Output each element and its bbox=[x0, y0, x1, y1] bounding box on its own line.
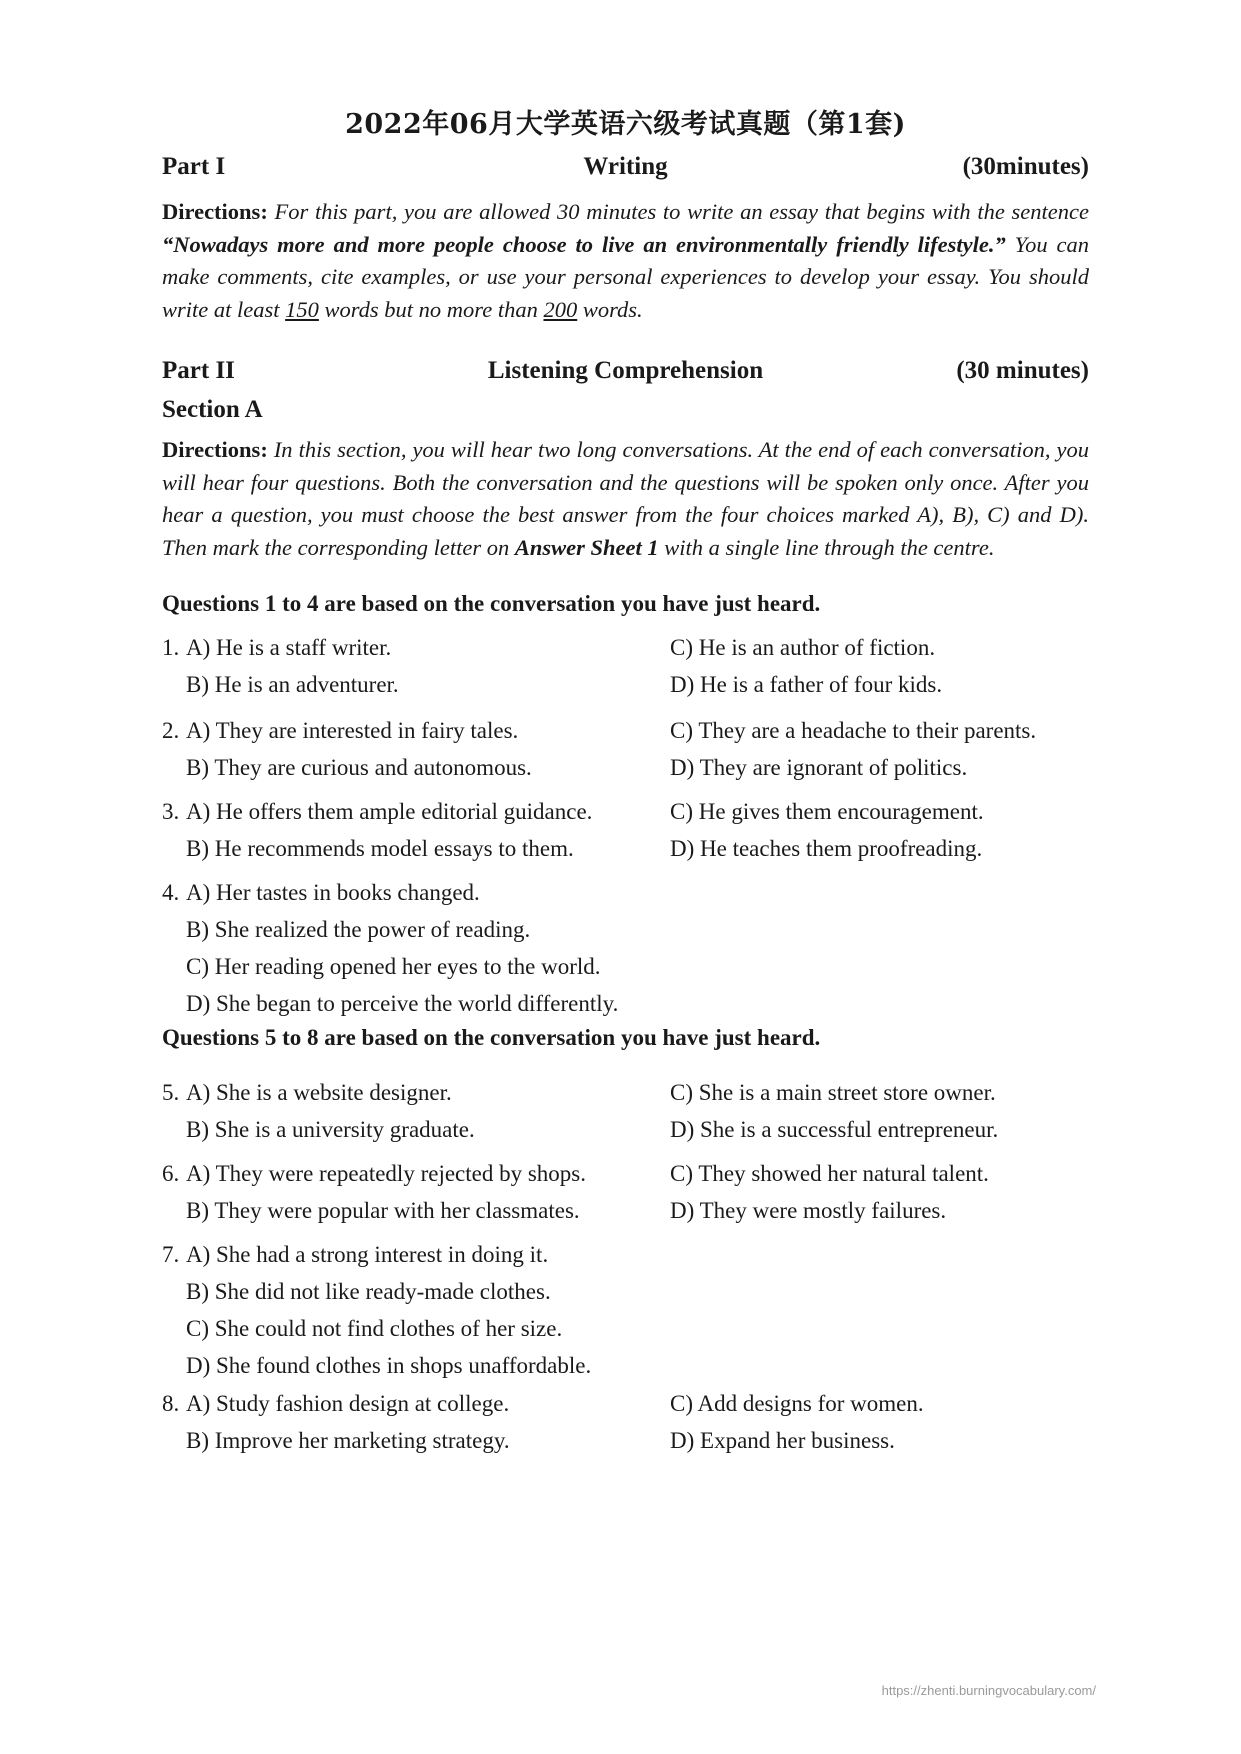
option-c: C) Add designs for women. bbox=[670, 1391, 924, 1416]
option-c: C) She could not find clothes of her size. bbox=[186, 1316, 563, 1341]
option-d: D) She found clothes in shops unaffordable. bbox=[186, 1353, 592, 1378]
group1-heading: Questions 1 to 4 are based on the conversation you have just heard. bbox=[162, 591, 821, 616]
option-d: D) He teaches them proofreading. bbox=[670, 836, 983, 861]
option-d: D) She is a successful entrepreneur. bbox=[670, 1117, 999, 1142]
option-b: B) They are curious and autonomous. bbox=[186, 755, 532, 780]
option-b: B) He recommends model essays to them. bbox=[186, 836, 574, 861]
option-a: A) They were repeatedly rejected by shops. bbox=[186, 1161, 586, 1186]
essay-prompt: “Nowadays more and more people choose to live an environmentally friendly lifestyle.” bbox=[162, 231, 1006, 257]
question-2: 2. A) They are interested in fairy tales. C) They are a headache to their parents. B) They are curious and autonomous. D) They are ignorant of politics. bbox=[162, 712, 1089, 786]
min-words: 150 bbox=[285, 296, 319, 322]
option-a: A) They are interested in fairy tales. bbox=[186, 718, 519, 743]
part1-header bbox=[162, 153, 1089, 187]
section-a-heading: Section A bbox=[162, 396, 263, 423]
part2-name: Listening Comprehension bbox=[487, 357, 764, 384]
option-a: A) Her tastes in books changed. bbox=[186, 880, 480, 905]
question-7: 7. A) She had a strong interest in doing it. B) She did not like ready-made clothes. C) She could not find clothes of her size. D) She found clothes in shops unaffordable. bbox=[162, 1236, 1089, 1384]
answer-sheet-ref: Answer Sheet 1 bbox=[514, 534, 659, 560]
part2-header bbox=[162, 357, 1089, 391]
option-c: C) They showed her natural talent. bbox=[670, 1161, 989, 1186]
part1-time: (30minutes) bbox=[962, 153, 1089, 180]
part1-directions: Directions: For this part, you are allowed 30 minutes to write an essay that begins with the sentence “Nowadays more and more people choose to live an environmentally friendly lifestyle.” You can make comments, cite examples, or use your personal experiences to develop your essay. You should write at least 150 words but no more than 200 words. bbox=[162, 199, 1089, 322]
option-c: C) She is a main street store owner. bbox=[670, 1080, 996, 1105]
option-d: D) Expand her business. bbox=[670, 1428, 895, 1453]
option-a: A) He is a staff writer. bbox=[186, 635, 392, 660]
option-d: D) She began to perceive the world differently. bbox=[186, 991, 619, 1016]
question-5: 5. A) She is a website designer. C) She is a main street store owner. B) She is a university graduate. D) She is a successful entrepreneur. bbox=[162, 1074, 1089, 1148]
option-d: D) They are ignorant of politics. bbox=[670, 755, 968, 780]
question-6: 6. A) They were repeatedly rejected by shops. C) They showed her natural talent. B) They were popular with her classmates. D) They were mostly failures. bbox=[162, 1155, 1089, 1229]
part1-name: Writing bbox=[583, 153, 668, 180]
page-title: 2022年06月大学英语六级考试真题（第1套) bbox=[345, 109, 906, 140]
footer-url: https://zhenti.burningvocabulary.com/ bbox=[881, 1683, 1096, 1698]
group2-heading: Questions 5 to 8 are based on the conversation you have just heard. bbox=[162, 1025, 821, 1050]
question-4: 4. A) Her tastes in books changed. B) She realized the power of reading. C) Her reading opened her eyes to the world. D) She began to perceive the world differently. bbox=[162, 874, 1089, 1022]
part2-label: Part II bbox=[162, 357, 235, 384]
part1-label: Part I bbox=[162, 153, 226, 180]
option-c: C) He gives them encouragement. bbox=[670, 799, 984, 824]
option-a: A) He offers them ample editorial guidance. bbox=[186, 799, 593, 824]
max-words: 200 bbox=[543, 296, 578, 322]
option-c: C) They are a headache to their parents. bbox=[670, 718, 1037, 743]
option-c: C) He is an author of fiction. bbox=[670, 635, 936, 660]
option-a: A) She had a strong interest in doing it. bbox=[186, 1242, 549, 1267]
option-a: A) Study fashion design at college. bbox=[186, 1391, 510, 1416]
option-b: B) He is an adventurer. bbox=[186, 672, 399, 697]
part2-time: (30 minutes) bbox=[956, 357, 1089, 384]
question-3: 3. A) He offers them ample editorial guidance. C) He gives them encouragement. B) He recommends model essays to them. D) He teaches them proofreading. bbox=[162, 793, 1089, 867]
option-d: D) He is a father of four kids. bbox=[670, 672, 943, 697]
option-b: B) Improve her marketing strategy. bbox=[186, 1428, 510, 1453]
option-b: B) They were popular with her classmates. bbox=[186, 1198, 580, 1223]
question-1: 1. A) He is a staff writer. C) He is an author of fiction. B) He is an adventurer. D) He is a father of four kids. bbox=[162, 629, 1089, 703]
option-c: C) Her reading opened her eyes to the world. bbox=[186, 954, 601, 979]
question-8: 8. A) Study fashion design at college. C) Add designs for women. B) Improve her marketing strategy. D) Expand her business. bbox=[162, 1385, 1089, 1459]
option-b: B) She did not like ready-made clothes. bbox=[186, 1279, 551, 1304]
option-a: A) She is a website designer. bbox=[186, 1080, 452, 1105]
option-b: B) She is a university graduate. bbox=[186, 1117, 475, 1142]
part2-directions: Directions: In this section, you will hear two long conversations. At the end of each conversation, you will hear four questions. Both the conversation and the questions will be spoken only once. After you hear a question, you must choose the best answer from the four choices marked A), B), C) and D). Then mark the corresponding letter on Answer Sheet 1 with a single line through the centre. bbox=[162, 437, 1089, 560]
option-b: B) She realized the power of reading. bbox=[186, 917, 531, 942]
directions-label: Directions: bbox=[162, 437, 268, 462]
option-d: D) They were mostly failures. bbox=[670, 1198, 947, 1223]
directions-label: Directions: bbox=[162, 199, 268, 224]
